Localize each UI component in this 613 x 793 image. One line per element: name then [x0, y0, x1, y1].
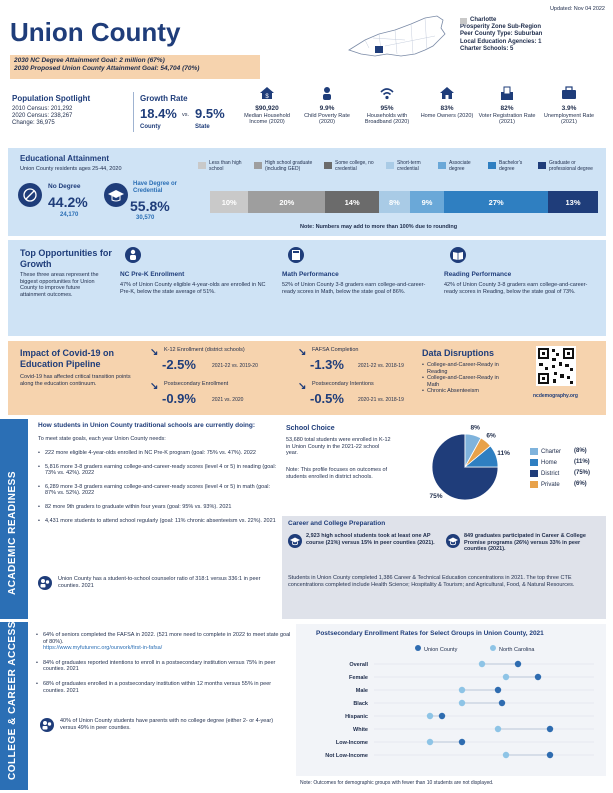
growth-county-label: County: [140, 124, 161, 130]
legend-less-hs: Less than high school: [198, 160, 246, 172]
opp-prek-text: 47% of Union County eligible 4-year-olds are enrolled in NC Pre-K, below the state average of 51%.: [120, 282, 266, 295]
dotchart-legend-union: Union County: [415, 645, 457, 654]
list-item: • 5,816 more 3-8 graders earning college-and-career-ready scores (level 4 or 5) in reading (goal: 73% vs. 42%). 2022: [38, 463, 277, 477]
dotchart-svg: [296, 656, 606, 774]
region-peer-type: Peer County Type: Suburban: [460, 31, 543, 38]
legend-hs-grad: High school graduate (including GED): [254, 160, 318, 172]
academic-bullets: [38, 450, 282, 531]
union-dot-icon: [415, 645, 421, 651]
dotchart-category-label: Not Low-Income: [325, 753, 368, 759]
list-item: • 68% of graduates enrolled in a postsecondary institution within 12 months versus 55% in peer counties. 2021: [36, 680, 272, 694]
have-degree-count: 30,570: [136, 215, 155, 221]
updated-date: Updated: Nov 04 2022: [549, 6, 605, 12]
attainment-bar-segment: 27%: [444, 191, 548, 213]
grad-cap-icon: [104, 183, 128, 207]
dot-union-county: [547, 752, 553, 758]
dot-north-carolina: [459, 700, 465, 706]
legend-some-college: Some college, no credential: [324, 160, 380, 172]
dot-union-county: [495, 687, 501, 693]
list-item: • 4,431 more students to attend school regularly (goal: 11% chronic absenteeism vs. 22%). 2021: [38, 517, 276, 524]
population-lines: 2010 Census: 201,292 2020 Census: 238,267 Change: 36,975: [12, 106, 73, 127]
growth-state-label: State: [195, 124, 210, 130]
school-choice-title: School Choice: [286, 425, 335, 432]
wifi-icon: [379, 86, 395, 100]
list-item: • 222 more eligible 4-year-olds enrolled in NC Pre-K program (goal: 75% vs. 47%). 2022: [38, 450, 256, 456]
counselor-icon: [38, 576, 52, 590]
college-sideband: [0, 622, 28, 790]
legend-graduate: Graduate or professional degree: [538, 160, 596, 172]
academic-sideband: [0, 419, 28, 619]
attainment-subtitle: Union County residents ages 25-44, 2020: [20, 166, 122, 172]
legend-charter: Charter (8%): [530, 448, 606, 459]
region-info: [460, 17, 542, 53]
dot-north-carolina: [503, 674, 509, 680]
nc-dot-icon: [490, 645, 496, 651]
arrow-down-icon: ↘: [298, 381, 307, 392]
dotchart-note: Note: Outcomes for demographic groups with fewer than 10 students are not displayed.: [300, 780, 494, 786]
dot-north-carolina: [479, 661, 485, 667]
dotchart-category-label: Overall: [349, 662, 368, 668]
school-choice-text2: Note: This profile focuses on outcomes of students enrolled in district schools.: [286, 467, 388, 480]
population-title: Population Spotlight: [12, 94, 91, 103]
legend-short-term: Short-term credential: [386, 160, 434, 172]
pie-label: 11%: [497, 450, 510, 458]
dot-union-county: [535, 674, 541, 680]
disruptions-title: Data Disruptions: [422, 348, 495, 358]
stat-home-owners: 83% Home Owners (2020): [418, 86, 476, 119]
attainment-bar-segment: 20%: [248, 191, 325, 213]
region-subregion: Prosperity Zone Sub-Region: [460, 24, 542, 31]
fafsa-link[interactable]: https://www.myfuturenc.org/ourwork/first-in-fafsa/: [43, 645, 163, 652]
no-degree-count: 24,170: [60, 212, 79, 218]
growth-state-value: 9.5%: [195, 106, 225, 121]
ccp-ccp: 849 graduates participated in Career & College Promise programs (26%) versus 33% in peer counties (2021).: [464, 533, 586, 553]
grad-cap-icon: [446, 534, 460, 548]
academic-heading: How students in Union County traditional schools are currently doing:: [38, 422, 256, 429]
no-degree-icon: [18, 183, 42, 207]
ccp-panel: [282, 516, 606, 619]
have-degree-pct: 55.8%: [130, 198, 170, 214]
dot-north-carolina: [495, 726, 501, 732]
parents-degree: 40% of Union County students have parents with no college degree (either 2- or 4-year) versus 49% in peer counties.: [60, 718, 274, 731]
legend-home: Home (11%): [530, 459, 606, 470]
child-icon: [125, 247, 141, 263]
attainment-bar: [210, 191, 598, 213]
book-icon: [450, 247, 466, 263]
attainment-note: Note: Numbers may add to more than 100% due to rounding: [300, 224, 458, 230]
union-county-highlight: [375, 46, 383, 53]
attainment-legend: [198, 160, 598, 184]
arrow-down-icon: ↘: [150, 381, 159, 392]
dotchart-category-label: Low-Income: [335, 740, 368, 746]
dot-north-carolina: [459, 687, 465, 693]
disruptions-list: • College-and-Career-Ready in Reading • College-and-Career-Ready in Math • Chronic Absenteeism: [422, 362, 499, 395]
dot-union-county: [439, 713, 445, 719]
stat-unemployment: 3.9% Unemployment Rate (2021): [538, 86, 600, 126]
region-lea: Local Education Agencies: 1: [460, 38, 542, 45]
region-name: Charlotte: [470, 17, 497, 23]
stats-row: [238, 86, 608, 142]
dot-north-carolina: [427, 713, 433, 719]
college-side-label: COLLEGE & CAREER ACCESS: [7, 621, 18, 780]
legend-bachelors: Bachelor's degree: [488, 160, 536, 172]
covid-title: Impact of Covid-19 on Education Pipeline: [20, 348, 115, 369]
growth-county-value: 18.4%: [140, 106, 177, 121]
list-item: • 6,289 more 3-8 graders earning college-and-career-ready scores (level 4 or 5) in math (goal: 87% vs. 52%). 2022: [38, 483, 271, 497]
stat-broadband: 95% Households with Broadband (2020): [358, 86, 416, 126]
stat-child-poverty: 9.9% Child Poverty Rate (2020): [298, 86, 356, 126]
ccp-ap: 2,923 high school students took at least one AP course (21%) versus 15% in peer counties (2021).: [306, 533, 435, 546]
pie-label: 6%: [486, 432, 496, 440]
child-icon: [319, 86, 335, 100]
list-item: • 82 more 9th graders to graduate within four years (goal: 95% vs. 93%). 2021: [38, 503, 232, 510]
covid-desc: Covid-19 has affected critical transition points along the education continuum.: [20, 374, 131, 387]
pie-legend: [530, 448, 606, 492]
opportunities-desc: These three areas represent the biggest opportunities for Union County to improve future attainment outcomes.: [20, 272, 99, 298]
growth-vs: vs.: [182, 112, 190, 118]
no-degree-label: No Degree: [48, 183, 81, 190]
attainment-bar-segment: 13%: [548, 191, 598, 213]
legend-private: Private (6%): [530, 481, 606, 492]
ballot-icon: [499, 86, 515, 100]
opportunities-title: Top Opportunities for Growth: [20, 248, 112, 269]
family-icon: [40, 718, 54, 732]
legend-associate: Associate degree: [438, 160, 484, 172]
opp-reading-title: Reading Performance: [444, 271, 512, 278]
dotchart-category-label: Female: [349, 675, 368, 681]
dot-union-county: [499, 700, 505, 706]
dot-north-carolina: [503, 752, 509, 758]
attainment-bar-segment: 14%: [325, 191, 379, 213]
ccp-title: Career and College Preparation: [288, 520, 386, 527]
attainment-bar-segment: 9%: [410, 191, 445, 213]
school-choice-text1: 53,680 total students were enrolled in K-12 in Union County in the 2021-22 school year.: [286, 437, 391, 457]
region-charters: Charter Schools: 5: [460, 45, 514, 52]
legend-district: District (75%): [530, 470, 606, 481]
dot-north-carolina: [427, 739, 433, 745]
arrow-down-icon: ↘: [298, 347, 307, 358]
pie-label: 8%: [470, 424, 480, 432]
have-degree-label: Have Degree or Credential: [133, 181, 178, 195]
page-title: Union County: [10, 17, 181, 47]
pie-label: 75%: [429, 492, 443, 500]
goals-box: [10, 55, 260, 79]
dotchart-category-label: White: [353, 727, 368, 733]
counselor-ratio: Union County has a student-to-school counselor ratio of 318:1 versus 336:1 in peer counties. 2021: [58, 576, 261, 589]
qr-code-icon[interactable]: [536, 346, 576, 386]
dot-union-county: [515, 661, 521, 667]
arrow-down-icon: ↘: [150, 347, 159, 358]
divider: [133, 92, 134, 132]
school-choice-pie: [425, 423, 521, 515]
nc-map: [345, 10, 450, 58]
college-bullets: [36, 632, 294, 702]
opp-reading-text: 42% of Union County 3-8 graders earn college-and-career-ready scores in Reading, below the state goal of 73%.: [444, 282, 588, 295]
academic-side-label: ACADEMIC READINESS: [7, 470, 18, 595]
goal-union: 2030 Proposed Union County Attainment Goal: 54,704 (70%): [14, 64, 200, 72]
briefcase-icon: [561, 86, 577, 100]
charlotte-swatch-icon: [460, 18, 467, 24]
no-degree-pct: 44.2%: [48, 194, 88, 210]
goal-nc: 2030 NC Degree Attainment Goal: 2 million (67%): [14, 57, 165, 64]
attainment-bar-segment: 10%: [210, 191, 248, 213]
opp-math-text: 52% of Union County 3-8 graders earn college-and-career-ready scores in Math, below the state goal of 86%.: [282, 282, 426, 295]
dotchart-category-label: Hispanic: [345, 714, 368, 720]
attainment-bar-segment: 8%: [379, 191, 410, 213]
attainment-title: Educational Attainment: [20, 154, 110, 163]
dot-union-county: [459, 739, 465, 745]
home-icon: [439, 86, 455, 100]
dot-union-county: [547, 726, 553, 732]
qr-url[interactable]: ncdemography.org: [533, 393, 578, 399]
dotchart-category-label: Black: [353, 701, 368, 707]
list-item: • 84% of graduates reported intentions to enroll in a postsecondary institution versus 75% in peer counties. 2021: [36, 659, 276, 673]
ccp-cte: Students in Union County completed 1,386 Career & Technical Education concentrations in 2021. The top three CTE concentrations completed include Health Science; Hospitality & Tourism; and Agricultural, Food, & Natural Resources.: [288, 575, 575, 588]
dotchart-legend-nc: North Carolina: [490, 645, 534, 654]
stat-voter: 82% Voter Registration Rate (2021): [478, 86, 536, 126]
growth-title: Growth Rate: [140, 94, 188, 103]
opp-prek-title: NC Pre-K Enrollment: [120, 271, 185, 278]
dotchart-title: Postsecondary Enrollment Rates for Select Groups in Union County, 2021: [316, 630, 544, 637]
academic-intro: To meet state goals, each year Union County needs:: [38, 436, 166, 442]
calculator-icon: [288, 247, 304, 263]
house-dollar-icon: [259, 86, 275, 100]
svg-text:$: $: [265, 94, 269, 100]
stat-income: $ $90,920 Median Household Income (2020): [238, 86, 296, 126]
grad-cap-icon: [288, 534, 302, 548]
dotchart-category-label: Male: [355, 688, 368, 694]
list-item: • 64% of seniors completed the FAFSA in 2022. (521 more need to complete in 2022 to meet state goal of 80%). https://www.myfuturenc.org/ourwork/first-in-fafsa/: [36, 632, 291, 652]
opp-math-title: Math Performance: [282, 271, 339, 278]
